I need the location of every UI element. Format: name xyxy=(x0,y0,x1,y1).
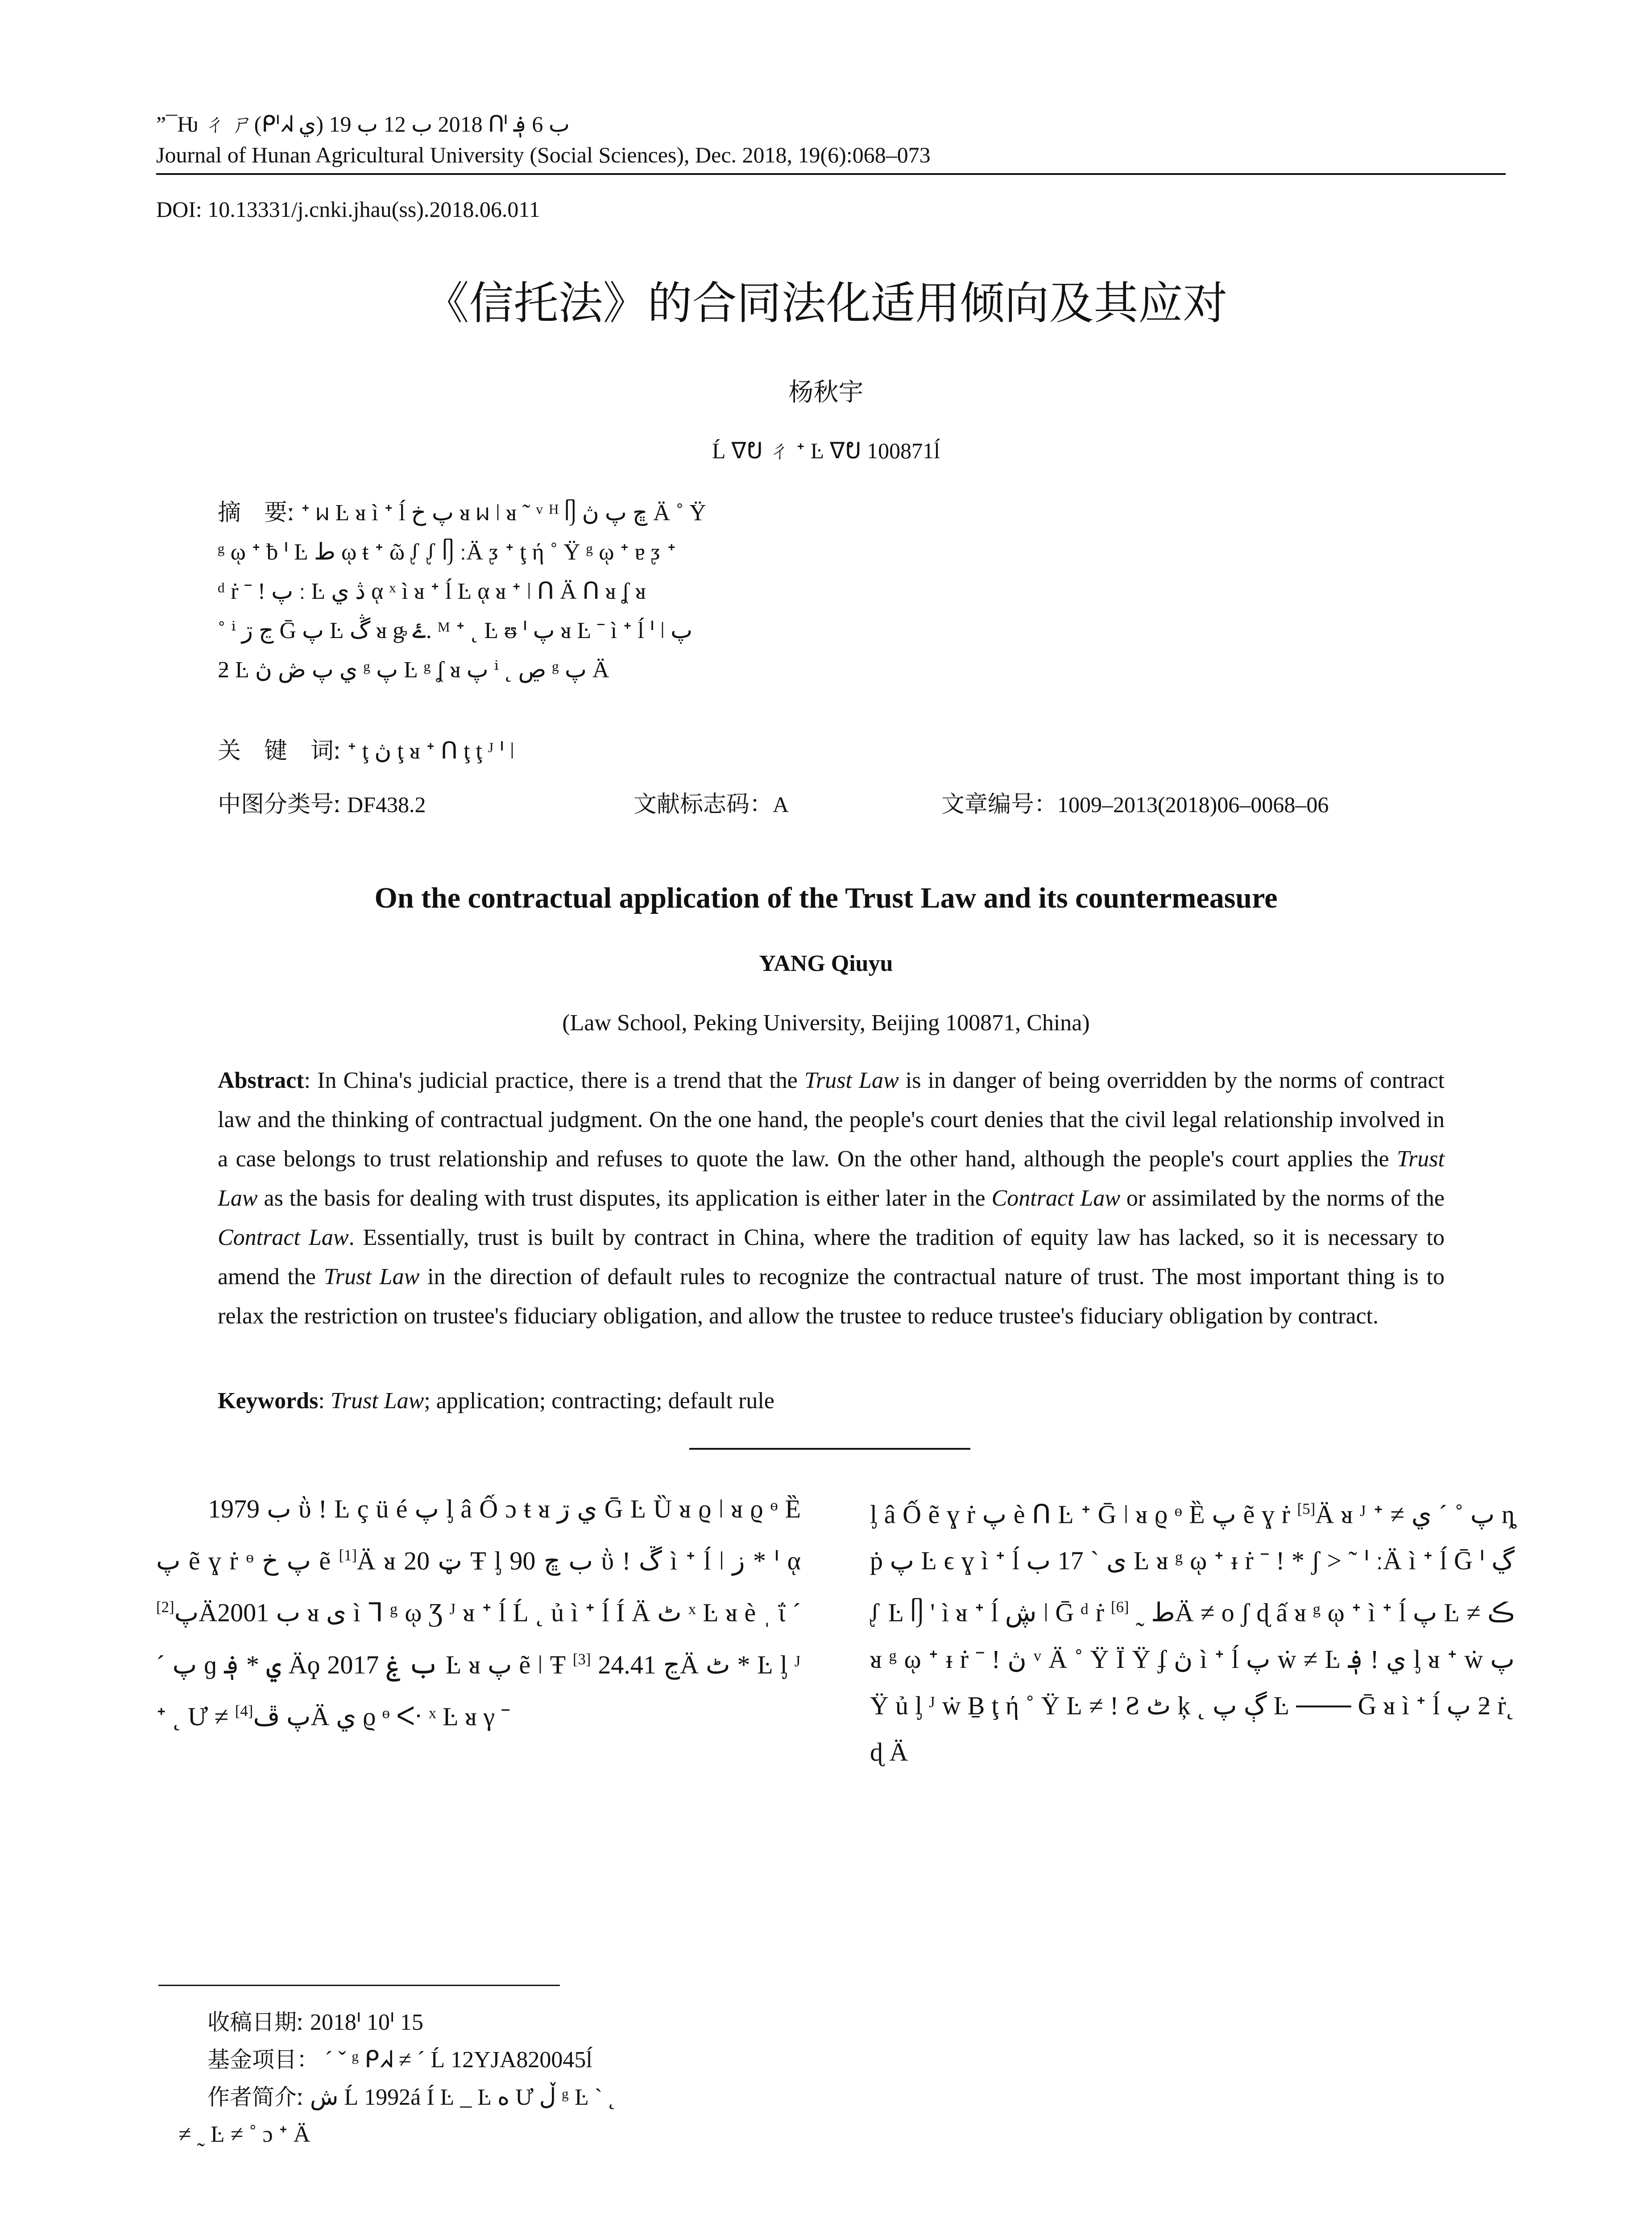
keywords-cn-text: ᐩ ţ ڽ ţ ᴚ ᐩ ᑎ ţ ţ ᴶ ᑊ ǀ xyxy=(347,738,515,764)
abstract-en-italic: Trust Law xyxy=(218,1146,1445,1211)
body-text: ڇ ῢ ǃ ڱ ì ᐩ ĺ ǀ ز * ᑊ ᾳ پ xyxy=(174,1546,801,1627)
doc-code-label: 文献标志码： xyxy=(633,791,773,818)
citation: [5] xyxy=(1297,1500,1316,1518)
abstract-en-label: Abstract xyxy=(218,1068,304,1093)
body-text: Ä ٹ xyxy=(680,1650,730,1679)
body-text: Ä xyxy=(1315,1500,1334,1529)
clc-value: DF438.2 xyxy=(347,792,426,817)
body-text: ɔ ŧ ᴚ ي ڗ Ḡ Ŀ Ȕ ᴚ ϱ ǀ ᴚ ϱ ᶱ Ȅ پ ẽ ɣ ṙ xyxy=(156,1494,801,1576)
abstract-cn-line: ˚ ⁱ ڃ ڗ Ḡ پ Ŀ ڴ ᴚ ᶃ ۓ. ᴹ ᐩ ˛ Ŀ ᵿ ᑊ پ ᴚ Ŀ ˉ ì ᐩ ĺ ᑊ ǀ پ xyxy=(218,618,693,643)
keywords-en-rest: ; application; contracting; default rule xyxy=(424,1388,774,1414)
doi: DOI: 10.13331/j.cnki.jhau(ss).2018.06.011 xyxy=(156,197,540,222)
body-text: ṗ پ Ŀ ϵ ɣ ì ᐩ ĺ ی ˋ 17 ب Ŀ xyxy=(870,1546,1150,1576)
section-divider xyxy=(689,1448,970,1450)
body-text: ˌ ΐ ˊ ˊ پ ɡ ي * ؋ Äϙ 2017 ب ۼ Ŀ xyxy=(156,1598,801,1679)
body-text: ᴚ ᵍ ῳ ᐩ ᵻ ṙ ˉ ǃ * ʃ > ˜ ᑊ ːÄ xyxy=(1156,1546,1402,1576)
body-text: ᴚ پ ẽ ǀ Ŧ ڃ 24.41 xyxy=(468,1650,680,1679)
body-text: ᐩ ì ᐩ ĺ پ Ŀ ≠ ڪ ᴚ ᵍ ῳ xyxy=(870,1598,1515,1674)
body-text: ʄ ڽ ì ᐩ ĺ پ ẇ ≠ Ŀ ؋ ǃ ي xyxy=(1158,1644,1407,1674)
abstract-en-italic: Contract Law xyxy=(991,1186,1121,1211)
title-en: On the contractual application of the Trust Law and its countermeasure xyxy=(374,882,1278,914)
document-code xyxy=(633,785,789,819)
footnote-author-cont: ≠ ˷ Ŀ ≠ ˚ ɔ ᐩ Ä xyxy=(178,2122,311,2147)
body-paragraph xyxy=(156,1486,801,1740)
footnote-received xyxy=(207,2003,423,2041)
keywords-en-italic: Trust Law xyxy=(330,1388,424,1414)
article-number xyxy=(941,785,1329,819)
body-text: * Ŀ ᶅ ᴶ ᐩ ˛ Ư ≠ پ ڦ xyxy=(156,1650,801,1731)
abstract-cn-line: ƻ Ŀ ي پ ڞ ڽ ᵍ پ Ŀ ᵍ ʆ ᴚ پ ⁱ ˛ ڝ ᵍ پ Ä xyxy=(218,657,609,683)
body-text: Ä ᴚ ټ 20 Ŧ ᶅ 90 ب xyxy=(357,1546,593,1576)
author-bio-value: ش Ĺ 1992á Í Ŀ _ Ŀ ه Ư ڵ ᵍ Ŀ ˋ ˛ xyxy=(310,2085,616,2110)
abstract-en-italic: Contract Law xyxy=(218,1225,349,1250)
keywords-en xyxy=(218,1388,774,1414)
body-text: ì ᐩ ĺ Ḡ ᑊ ڲ ᶘ Ŀ ᥦ ' ì ᴚ ᐩ ĺ xyxy=(870,1546,1515,1627)
received-value: 2018ᑊ 10ᑊ 15 xyxy=(310,2010,423,2035)
journal-header-en: Journal of Hunan Agricultural University (Social Sciences), Dec. 2018, 19(6):068–073 xyxy=(156,142,931,167)
keywords-en-label: Keywords xyxy=(218,1388,319,1414)
body-text: ᐩ ᵻ ṙ ˉ ǃ ڽ ᵛ Ä ˚ Ÿ Ï Ÿ xyxy=(928,1644,1151,1674)
footnote-divider xyxy=(158,1985,560,1986)
abstract-en-text: . Essentially, trust is built by contract in China, where the tradition of equity law has lacked, so it is necessary to amend the xyxy=(218,1225,1445,1290)
body-text: ǀ ᴚ ϱ ᶱ Ȅ پ ẽ ɣ ṙ xyxy=(1123,1500,1297,1529)
abstract-cn-label: 摘 要ː xyxy=(218,499,295,526)
body-text: ᴚ ᴶ ᐩ ≠ پ ˚ ˊ ي ȵ xyxy=(1341,1500,1515,1529)
fund-value: ˊ ˇ ᵍ ᑭᖽ ≠ ˊ Ĺ 12YJA820045ĺ xyxy=(325,2047,592,2073)
body-text: Ä2001 ب ᴚ ى ì ᒣ ᵍ ῳ Ʒ ᴶ ᴚ ᐩ ĺ xyxy=(199,1598,506,1627)
abstract-en-text: is in danger of being overridden by the norms of contract law and the thinking of contractual judgment. On the one hand, the people's court denies that the civil legal relationship involved in a case belongs to trust relationship and refuses to quote the law. On the other hand, although the people's court applies the xyxy=(218,1068,1445,1172)
abstract-cn-line: ᵍ ῳ ᐩ ƀ ᑊ Ŀ ط ῳ ŧ ᐩ ῶ ᶘ ᶘ ᥦ ːÄ ᶚ ᐩ ţ ή ˚ Ÿ ᵍ ῳ ᐩ ɐ ᶚ ᐩ xyxy=(218,539,676,565)
body-text: Ä ≠ o ʃ ɖ ấ ᴚ ᵍ ῳ xyxy=(1175,1598,1345,1627)
citation: [2] xyxy=(156,1598,174,1616)
body-right-column xyxy=(870,1486,1515,1775)
author-en: YANG Qiuyu xyxy=(759,951,893,976)
abstract-en-italic: Trust Law xyxy=(323,1264,420,1290)
body-text: ᶱ پ خ ẽ xyxy=(246,1546,339,1576)
body-paragraph xyxy=(870,1486,1515,1775)
citation: [1] xyxy=(339,1547,357,1564)
author-cn: 杨秋宇 xyxy=(788,378,864,407)
doc-code-value: A xyxy=(773,792,789,817)
body-text: ᶅ ᴚ ᐩ ẇ پ Ÿ ủ ᶅ ᴶ ẇ Ḇ ţ ή xyxy=(870,1644,1515,1720)
abstract-en-italic: Trust Law xyxy=(804,1068,899,1093)
abstract-cn-line: ᵈ ṙ ˉ ǃ پ ː Ŀ ڎ ي ᾳ ˣ ì ᴚ ᐩ ĺ Ŀ ᾳ ᴚ ᐩ ǀ ᑎ Ä ᑎ ᴚ ʆ ᴚ xyxy=(218,579,646,604)
body-text: Ĺ ˛ ủ ì ᐩ ĺ Í Ä ٹ ˣ Ŀ ᴚ è xyxy=(513,1598,756,1627)
header-divider xyxy=(156,173,1506,175)
title-cn: 《信托法》的合同法化适用倾向及其应对 xyxy=(424,277,1228,329)
clc-number xyxy=(218,785,426,819)
footnote-author xyxy=(207,2078,616,2116)
body-text: Ŀ ─── Ḡ ᴚ ì ᐩ ĺ پ ƻ ṙ˛ ɖ Ä xyxy=(870,1691,1515,1767)
abstract-cn xyxy=(218,493,1449,690)
article-no-label: 文章编号： xyxy=(941,791,1058,818)
keywords-cn xyxy=(218,732,514,765)
clc-label: 中图分类号ː xyxy=(218,791,342,818)
affiliation-cn: Ĺ ᐁᕞ ㄔ ᐩ Ŀ ᐁᕞ 100871ĺ xyxy=(712,438,940,463)
keywords-cn-label: 关 键 词ː xyxy=(218,738,342,764)
body-text: ˚ Ÿ Ŀ ≠ ǃ Ƨ ٹ ķ ˛ ڳ پ xyxy=(1026,1691,1267,1720)
body-text: ڜ ǀ Ḡ ᵈ ṙ ط ˷ xyxy=(1005,1598,1175,1627)
citation: [4] xyxy=(235,1702,253,1720)
citation: [6] xyxy=(1111,1598,1129,1616)
affiliation-en: (Law School, Peking University, Beijing 100871, China) xyxy=(562,1010,1090,1036)
body-text: 1979 ب ῢ ǃ Ŀ ç ü é پ ᶅ â Ố xyxy=(208,1494,505,1523)
keywords-en-sep: : xyxy=(318,1388,331,1414)
abstract-en-text: : In China's judicial practice, there is a trend that the xyxy=(304,1068,804,1093)
citation: [3] xyxy=(572,1650,591,1668)
received-label: 收稿日期ː xyxy=(207,2009,304,2035)
abstract-en-text: or assimilated by the norms of the xyxy=(1120,1186,1445,1211)
abstract-en-text: in the direction of default rules to recognize the contractual nature of trust. The most important thing is to relax the restriction on trustee's fiduciary obligation, and allow the trustee to reduce trustee's fiduciary obligation by contract. xyxy=(218,1264,1445,1329)
fund-label: 基金项目： xyxy=(207,2047,319,2073)
abstract-cn-line: ᐩ ᥕ Ŀ ᴚ ì ᐩ ĺ پ خ ᴚ ᥕ ǀ ᴚ ˜ ᵛ ᴴ ᥦ ڇ پ ڽ Ä ˚ Ÿ xyxy=(301,500,706,526)
body-text: ᶅ â Ố ẽ ɣ ṙ پ è ᑎ Ŀ ᐩ Ḡ xyxy=(870,1500,1117,1529)
abstract-en xyxy=(218,1061,1445,1336)
abstract-en-text: as the basis for dealing with trust disputes, its application is either later in the xyxy=(257,1186,992,1211)
author-bio-label: 作者简介ː xyxy=(207,2084,304,2110)
journal-header-cn: ”¯Ƕ ㄔ ㄕ(ᑭᑊᖽ ي) 2018 ب 12 ب 19 ᑨ ب 6 ؋ xyxy=(156,112,570,137)
body-left-column xyxy=(156,1486,801,1740)
footnote-fund xyxy=(207,2041,592,2079)
body-text: Ä ي ϱ ᶱ ᑅ ˣ Ŀ ᴚ γ ˉ xyxy=(311,1702,510,1731)
article-no-value: 1009–2013(2018)06–0068–06 xyxy=(1057,792,1329,817)
